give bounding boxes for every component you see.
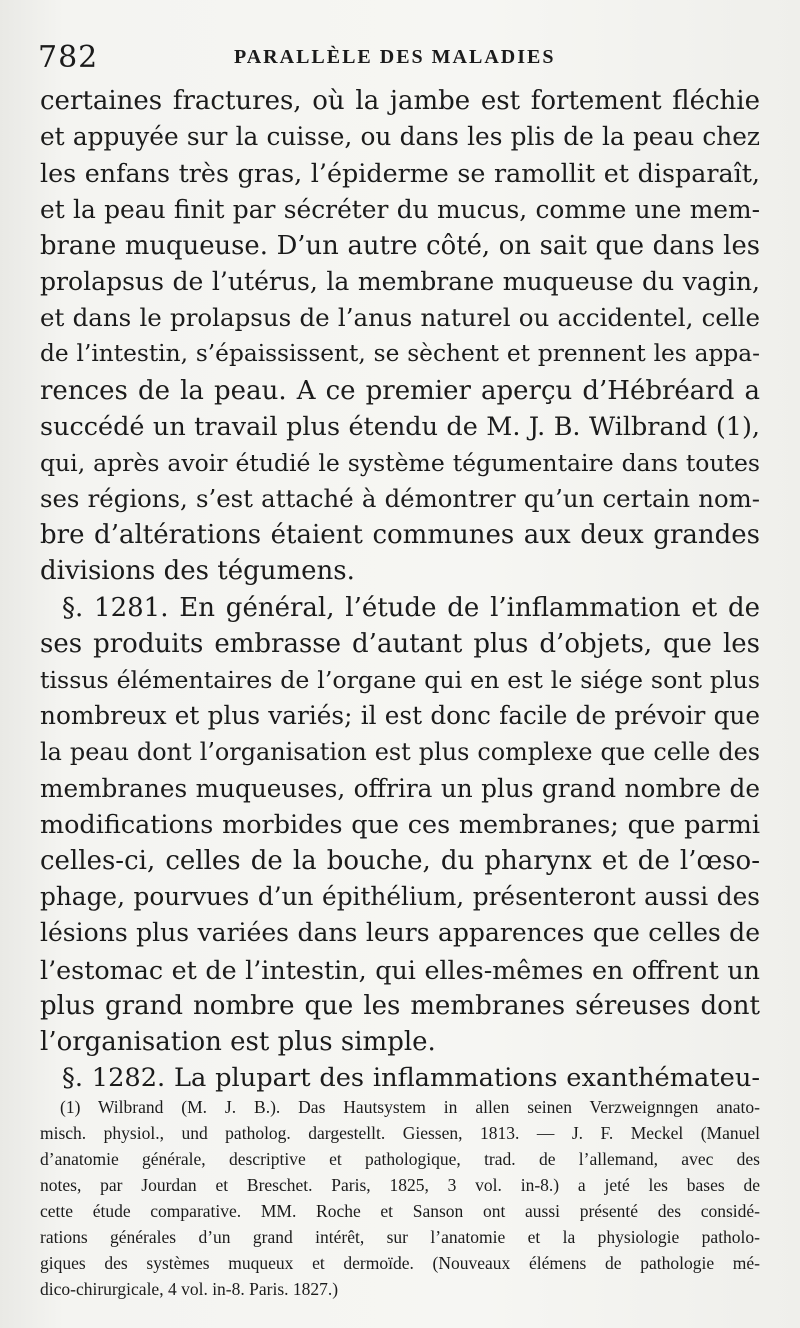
body-line: l’estomac et de l’intestin, qui elles-mêmes en offrent un xyxy=(40,954,760,985)
body-line: phage, pourvues d’un épithélium, présenteront aussi des xyxy=(40,882,760,912)
body-line: divisions des tégumens. xyxy=(40,556,355,587)
body-line: brane muqueuse. D’un autre côté, on sait que dans les xyxy=(40,230,760,261)
footnote-line: (1) Wilbrand (M. J. B.). Das Hautsystem in allen seinen Verzweignngen anato- xyxy=(60,1097,760,1117)
section-1281-start: §. 1281. En général, l’étude de l’inflammation et de xyxy=(62,592,760,623)
body-line: l’organisation est plus simple. xyxy=(40,1026,436,1057)
page-number: 782 xyxy=(38,40,99,75)
footnote-line: rations générales d’un grand intérêt, sur l’anatomie et la physiologie patholo- xyxy=(40,1227,760,1247)
body-line: ses régions, s’est attaché à démontrer qu’un certain nom- xyxy=(40,484,760,514)
body-line: et appuyée sur la cuisse, ou dans les plis de la peau chez xyxy=(40,122,760,152)
body-line: modifications morbides que ces membranes; que parmi xyxy=(40,809,760,840)
section-1282-start: §. 1282. La plupart des inflammations exanthémateu- xyxy=(62,1063,760,1094)
body-line: et dans le prolapsus de l’anus naturel ou accidentel, celle xyxy=(40,303,760,333)
body-line: rences de la peau. A ce premier aperçu d’Hébréard a xyxy=(40,375,760,406)
footnote-line: misch. physiol., und patholog. dargestellt. Giessen, 1813. — J. F. Meckel (Manuel xyxy=(40,1123,760,1143)
footnote-line: notes, par Jourdan et Breschet. Paris, 1825, 3 vol. in-8.) a jeté les bases de xyxy=(40,1175,760,1195)
body-text xyxy=(40,83,760,1096)
footnote-line: giques des systèmes muqueux et dermoïde. (Nouveaux élémens de pathologie mé- xyxy=(40,1253,760,1273)
body-line: certaines fractures, où la jambe est fortement fléchie xyxy=(40,86,760,116)
footnote-line: cette étude comparative. MM. Roche et Sanson ont aussi présenté des considé- xyxy=(40,1201,760,1221)
body-line: plus grand nombre que les membranes séreuses dont xyxy=(40,990,760,1021)
footnote xyxy=(40,1094,760,1302)
page-header xyxy=(38,40,768,80)
running-title: PARALLÈLE DES MALADIES xyxy=(234,46,556,68)
body-line: succédé un travail plus étendu de M. J. B. Wilbrand (1), xyxy=(40,411,760,442)
body-line: qui, après avoir étudié le système tégumentaire dans toutes xyxy=(40,448,760,477)
footnote-line: dico-chirurgicale, 4 vol. in-8. Paris. 1827.) xyxy=(40,1279,339,1299)
body-line: la peau dont l’organisation est plus complexe que celle des xyxy=(40,738,760,767)
body-line: les enfans très gras, l’épiderme se ramollit et disparaît, xyxy=(40,158,760,189)
body-line: prolapsus de l’utérus, la membrane muqueuse du vagin, xyxy=(40,266,760,296)
body-line: membranes muqueuses, offrira un plus grand nombre de xyxy=(40,773,760,803)
body-line: bre d’altérations étaient communes aux deux grandes xyxy=(40,520,760,551)
body-line: de l’intestin, s’épaississent, se sèchent et prennent les appa- xyxy=(40,340,760,368)
footnote-line: d’anatomie générale, descriptive et pathologique, trad. de l’allemand, avec des xyxy=(40,1149,760,1169)
body-line: nombreux et plus variés; il est donc facile de prévoir que xyxy=(40,701,760,731)
body-line: et la peau finit par sécréter du mucus, comme une mem- xyxy=(40,194,760,224)
body-line: tissus élémentaires de l’organe qui en est le siége sont plus xyxy=(40,666,760,694)
body-line: ses produits embrasse d’autant plus d’objets, que les xyxy=(40,628,760,659)
body-line: lésions plus variées dans leurs apparences que celles de xyxy=(40,918,760,948)
body-line: celles-ci, celles de la bouche, du pharynx et de l’œso- xyxy=(40,845,760,876)
